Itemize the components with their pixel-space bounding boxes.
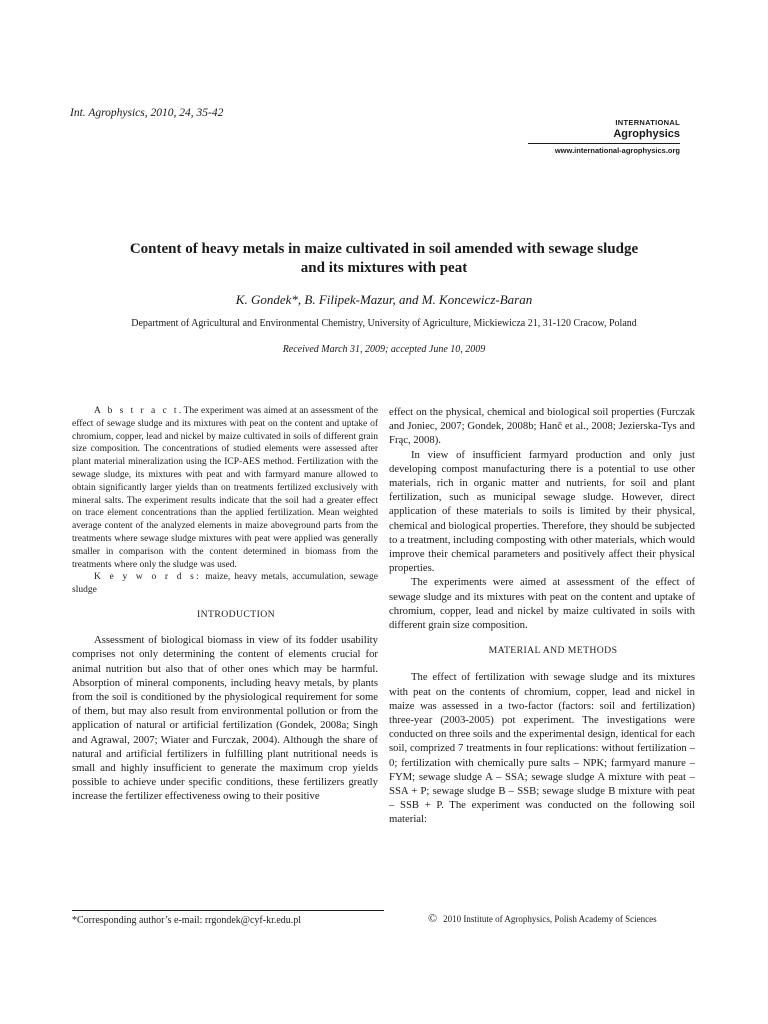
introduction-paragraph-1-continued: effect on the physical, chemical and biological soil properties (Furczak and Joniec, 2007; Gondek, 2008b; Hanč et al., 2008; Jezierska-Tys and Frąc, 2008).: [389, 406, 695, 447]
introduction-paragraph-1: Assessment of biological biomass in view of its fodder usability comprises not only determining the content of elements crucial for animal nutrition but also that of other ones which may be harmful. Absorption of mineral components, including heavy metals, by plants from the soil is conditioned by the physiological requirement for some of them, but may also result from environmental pollution or from the application of natural or artificial fertilization (Gondek, 2008a; Singh and Agrawal, 2007; Wiater and Furczak, 2004). Although the share of natural and artificial fertilizers in fulfilling plant nutritional needs is small and highly insufficient to generate the maximum crop yields possible to achieve under specific conditions, these fertilizers greatly increase the fertilizer effectiveness owing to their positive: [72, 634, 378, 803]
article-authors: K. Gondek*, B. Filipek-Mazur, and M. Koncewicz-Baran: [235, 292, 533, 307]
abstract-text: The experiment was aimed at an assessment of the effect of sewage sludge and its mixtures with peat on the content and uptake of chromium, copper, lead and nickel by maize cultivated in soils of different grain size composition. The concentrations of studied elements were assessed after plant material mineralization using the ICP-AES method. Fertilization with the sewage sludge, its mixtures with peat and with farmyard manure allowed to obtain significantly larger yields than on treatments fertilized exclusively with mineral salts. The experiment results indicate that the soil had a greater effect on trace element concentrations than the applied fertilization. Mean weighted average content of the analyzed elements in maize aboveground parts from the treatments where sewage sludge mixtures with peat were applied was generally smaller in comparison with the content determined in biomass from the treatments where only the sludge was used.: [72, 406, 378, 570]
journal-reference: Int. Agrophysics, 2010, 24, 35-42: [70, 107, 224, 119]
introduction-paragraph-3: The experiments were aimed at assessment of the effect of sewage sludge and its mixtures with peat on the content and uptake of chromium, copper, lead and nickel by maize cultivated in soils with different grain size composition.: [389, 576, 695, 632]
masthead-rule: [528, 143, 680, 144]
masthead-top-label: INTERNATIONAL: [615, 118, 680, 127]
article-title-line-2: and its mixtures with peat: [300, 260, 468, 276]
introduction-paragraph-2: In view of insufficient farmyard production and only just developing compost manufacturing there is a potential to use other materials, rich in organic matter and nutrients, for soil and plant fertilization, such as municipal sewage sludge. However, direct application of these materials to soils is limited by their physical, chemical and biological properties. Therefore, they should be subjected to a treatment, including composting with other materials, which would improve their chemical parameters and positively affect their physical properties.: [389, 448, 696, 575]
footnote-rule: [72, 910, 384, 911]
introduction-heading: INTRODUCTION: [197, 608, 275, 620]
journal-masthead: [528, 118, 680, 155]
keywords-paragraph: [72, 571, 378, 597]
methods-heading: MATERIAL AND METHODS: [488, 645, 618, 657]
copyright-notice: [428, 911, 657, 926]
masthead-journal-name: Agrophysics: [613, 128, 680, 140]
keywords-text: maize, heavy metals, accumulation, sewage sludge: [72, 572, 378, 596]
methods-paragraph-1: The effect of fertilization with sewage sludge and its mixtures with peat on the contents of chromium, copper, lead and nickel in maize was assessed in a two-factor (factors: soil and fertilization) three-year (2003-2005) pot experiment. The investigations were conducted on three soils and the experimental design, identical for each soil, comprized 7 treatments in four replications: without fertilization – 0; fertilization with chemically pure salts – NPK; farmyard manure – FYM; sewage sludge A – SSA; sewage sludge A mixture with peat – SSA + P; sewage sludge B – SSB; sewage sludge B mixture with peat – SSB + P. The experiment was conducted on the following soil material:: [389, 671, 695, 826]
copyright-text: 2010 Institute of Agrophysics, Polish Academy of Sciences: [443, 914, 657, 924]
abstract-paragraph: [72, 405, 378, 571]
masthead-url: www.international-agrophysics.org: [554, 146, 680, 155]
left-column: [72, 405, 378, 804]
copyright-symbol: ©: [428, 911, 438, 925]
received-dates: Received March 31, 2009; accepted June 10, 2009: [282, 344, 486, 355]
article-title: [70, 240, 698, 278]
keywords-label: K e y w o r d s:: [94, 572, 202, 583]
right-column: [389, 405, 695, 827]
author-affiliation: Department of Agricultural and Environmental Chemistry, University of Agriculture, Mickiewicza 21, 31-120 Cracow, Poland: [131, 318, 637, 329]
corresponding-author-footnote: *Corresponding author’s e-mail: rrgondek@cyf-kr.edu.pl: [72, 915, 302, 926]
abstract-label: A b s t r a c t.: [94, 406, 184, 416]
article-title-line-1: Content of heavy metals in maize cultivated in soil amended with sewage sludge: [129, 241, 639, 257]
